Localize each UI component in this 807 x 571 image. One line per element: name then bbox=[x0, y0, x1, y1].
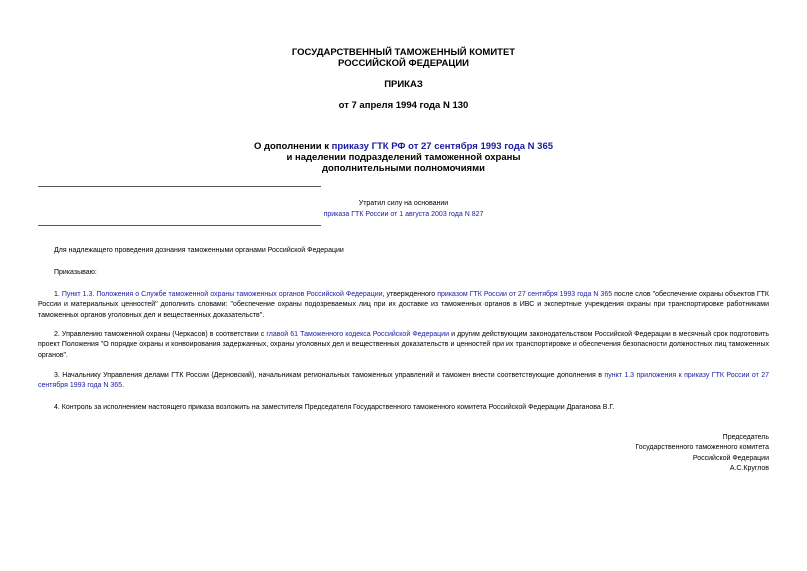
lost-force-note bbox=[300, 198, 507, 220]
paragraph-4: 4. Контроль за исполнением настоящего приказа возложить на заместителя Председателя Государственного таможенного комитета Российской Федерации Драганова В.Г. bbox=[54, 404, 615, 411]
issuer-line-1: ГОСУДАРСТВЕННЫЙ ТАМОЖЕННЫЙ КОМИТЕТ bbox=[291, 47, 516, 58]
title-line-3: дополнительными полномочиями bbox=[322, 163, 485, 174]
title-prefix: О дополнении к bbox=[253, 141, 332, 152]
signature-name: А.С.Круглов bbox=[729, 465, 769, 473]
p2-code-link[interactable]: главой 61 Таможенного кодекса Российской Федерации bbox=[266, 331, 449, 338]
paragraph-2 bbox=[38, 330, 769, 361]
title-order-link[interactable]: приказу ГТК РФ от 27 сентября 1993 года N 365 bbox=[331, 141, 554, 152]
signature-country: Российской Федерации bbox=[692, 454, 769, 462]
issuer-line-2: РОССИЙСКОЙ ФЕДЕРАЦИИ bbox=[337, 58, 469, 69]
order-word: Приказываю: bbox=[54, 269, 97, 276]
intro-text: Для надлежащего проведения дознания таможенными органами Российской Федерации bbox=[54, 247, 344, 254]
p3-rest: . bbox=[122, 382, 125, 390]
p3-order-link[interactable]: пункт 1.3 приложения к приказу ГТК России от 27 сентября 1993 года N 365 bbox=[38, 372, 769, 390]
p1-prefix: 1. bbox=[54, 291, 62, 298]
separator-bottom bbox=[38, 225, 321, 226]
signature-block bbox=[635, 433, 769, 475]
paragraph-1 bbox=[38, 290, 769, 321]
p3-prefix: 3. Начальнику Управления делами ГТК России (Дерновский), начальникам региональных таможенных управлений и таможен внести соответствующие дополнения в bbox=[54, 372, 605, 379]
separator-top bbox=[38, 186, 321, 187]
document-title bbox=[0, 141, 807, 174]
p1-regulation-link[interactable]: Пункт 1.3. Положения о Службе таможенной охраны таможенных органов Российской Федерации bbox=[61, 291, 383, 298]
p1-order-link[interactable]: приказом ГТК России от 27 сентября 1993 года N 365 bbox=[437, 291, 613, 298]
lost-force-link[interactable]: приказа ГТК России от 1 августа 2003 года N 827 bbox=[323, 211, 484, 218]
p1-rest: после слов "обеспечение охраны объектов ГТК России и материальных ценностей" дополнить словами: "обеспечение охраны подозреваемых лиц при их доставке из таможенных органов в ИВС и экспертные учреждения охраны при транспортировке работниками таможенных органов уголовных дел и вещественных доказательств". bbox=[38, 291, 769, 319]
paragraph-3 bbox=[38, 371, 769, 392]
title-line-2: и наделении подразделений таможенной охраны bbox=[286, 152, 521, 163]
p2-rest: и другим действующим законодательством Российской Федерации в месячный срок подготовить проект Положения "О порядке охраны и конвоирования задержанных, охраны уголовных дел и вещественных доказательств и ценностей при их транспортировке и обеспечения безопасности должностных лиц таможенных органов". bbox=[38, 331, 769, 359]
p1-mid: , утвержденного bbox=[382, 291, 438, 298]
signature-title: Председатель bbox=[722, 434, 769, 441]
signature-org: Государственного таможенного комитета bbox=[635, 444, 769, 452]
lost-force-text: Утратил силу на основании bbox=[358, 200, 449, 207]
document-type: ПРИКАЗ bbox=[384, 79, 423, 90]
title-line-1 bbox=[0, 141, 807, 152]
issuer-heading bbox=[0, 47, 807, 69]
document-date: от 7 апреля 1994 года N 130 bbox=[338, 100, 469, 111]
p2-prefix: 2. Управлению таможенной охраны (Черкасов) в соответствии с bbox=[54, 331, 267, 338]
